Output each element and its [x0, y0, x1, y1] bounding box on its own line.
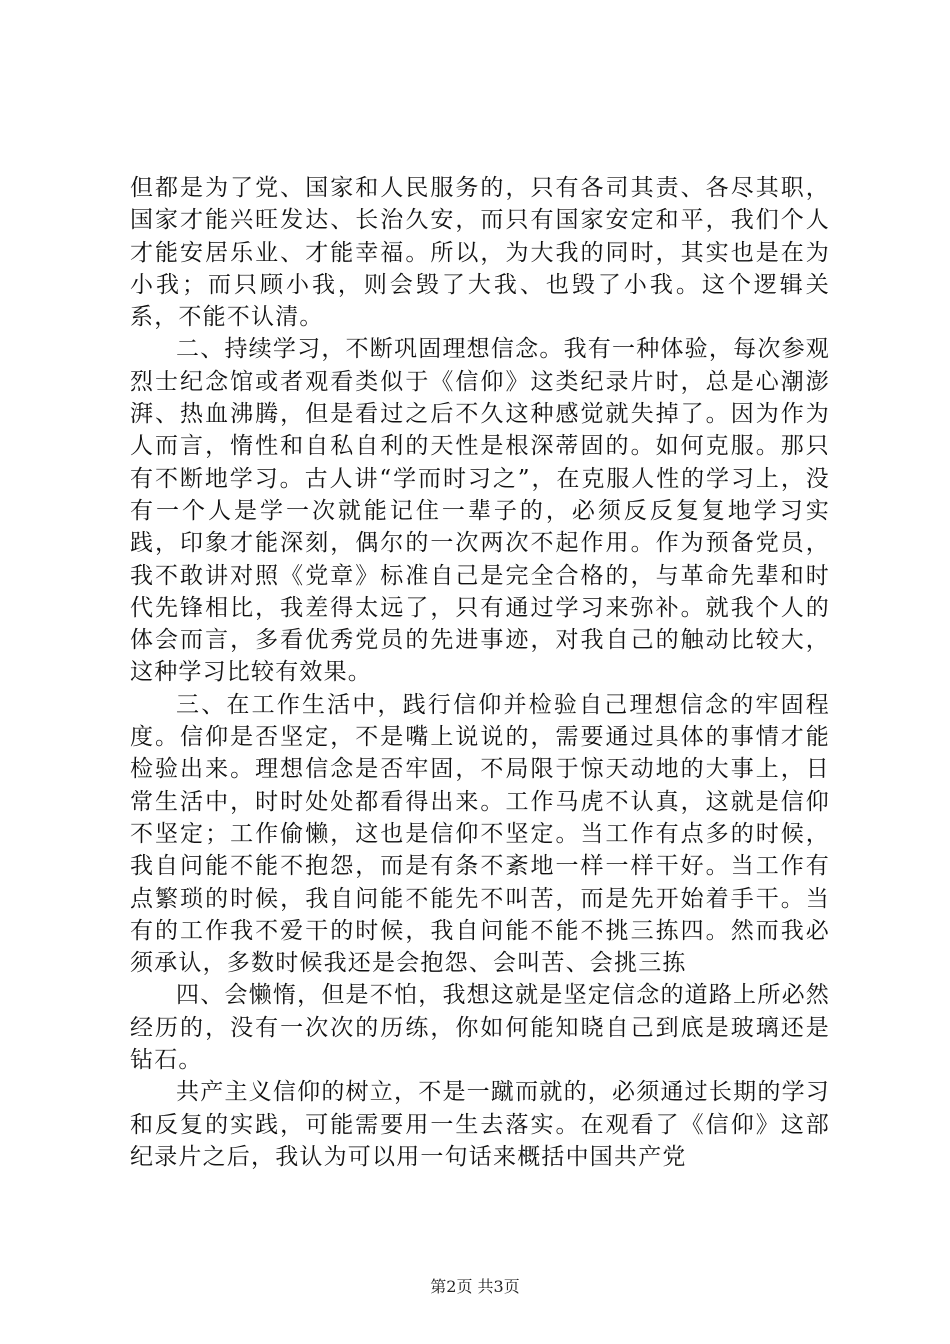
- document-body: [130, 172, 830, 1173]
- paragraph-point-four: 四、会懒惰，但是不怕，我想这就是坚定信念的道路上所必然经历的，没有一次次的历练，你如何能知晓自己到底是玻璃还是钻石。: [130, 982, 830, 1074]
- paragraph-point-two: 二、持续学习，不断巩固理想信念。我有一种体验，每次参观烈士纪念馆或者观看类似于《信仰》这类纪录片时，总是心潮澎湃、热血沸腾，但是看过之后不久这种感觉就失掉了。因为作为人而言，惰性和自私自利的天性是根深蒂固的。如何克服。那只有不断地学习。古人讲“学而时习之”，在克服人性的学习上，没有一个人是学一次就能记住一辈子的，必须反反复复地学习实践，印象才能深刻，偶尔的一次两次不起作用。作为预备党员，我不敢讲对照《党章》标准自己是完全合格的，与革命先辈和时代先锋相比，我差得太远了，只有通过学习来弥补。就我个人的体会而言，多看优秀党员的先进事迹，对我自己的触动比较大，这种学习比较有效果。: [130, 336, 830, 686]
- paragraph-conclusion: 共产主义信仰的树立，不是一蹴而就的，必须通过长期的学习和反复的实践，可能需要用一生去落实。在观看了《信仰》这部纪录片之后，我认为可以用一句话来概括中国共产党: [130, 1079, 830, 1170]
- paragraph-continuation: 但都是为了党、国家和人民服务的，只有各司其责、各尽其职，国家才能兴旺发达、长治久安，而只有国家安定和平，我们个人才能安居乐业、才能幸福。所以，为大我的同时，其实也是在为小我；而只顾小我，则会毁了大我、也毁了小我。这个逻辑关系，不能不认清。: [130, 175, 830, 331]
- paragraph-point-three: 三、在工作生活中，践行信仰并检验自己理想信念的牢固程度。信仰是否坚定，不是嘴上说说的，需要通过具体的事情才能检验出来。理想信念是否牢固，不局限于惊天动地的大事上，日常生活中，时时处处都看得出来。工作马虎不认真，这就是信仰不坚定；工作偷懒，这也是信仰不坚定。当工作有点多的时候，我自问能不能不抱怨，而是有条不紊地一样一样干好。当工作有点繁琐的时候，我自问能不能先不叫苦，而是先开始着手干。当有的工作我不爱干的时候，我自问能不能不挑三拣四。然而我必须承认，多数时候我还是会抱怨、会叫苦、会挑三拣: [130, 691, 830, 977]
- page-footer: 第2页 共3页: [430, 1277, 520, 1296]
